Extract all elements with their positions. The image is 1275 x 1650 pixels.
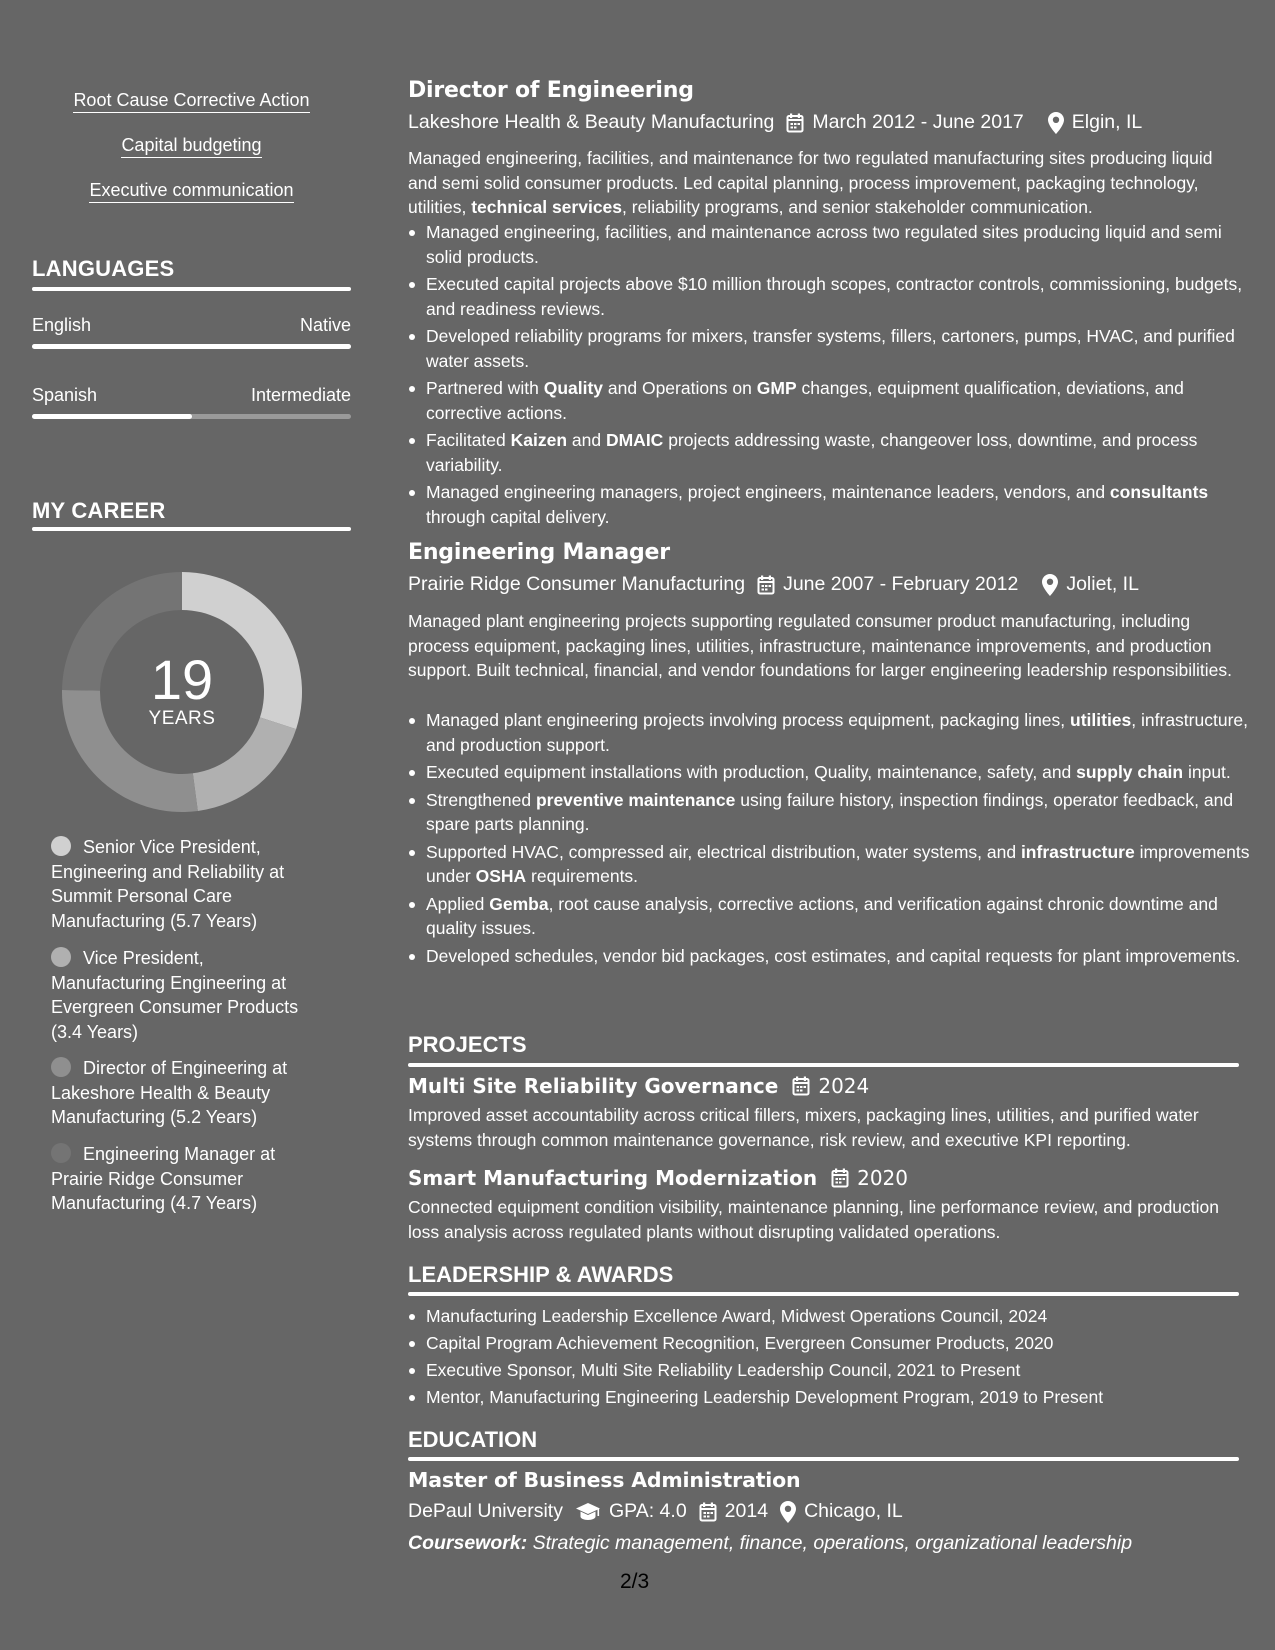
language-bar (32, 414, 351, 419)
legend-dot (51, 1057, 71, 1077)
awards-list (408, 1304, 1257, 1412)
project-description: Improved asset accountability across critical fillers, mixers, packaging lines, utilities, and purified water systems through common maintenance governance, risk review, and executive KPI reporting. (408, 1105, 1199, 1150)
legend-dot (51, 1143, 71, 1163)
job-location: Elgin, IL (1071, 111, 1143, 133)
skill-item: Executive communication (32, 178, 351, 202)
languages-heading: LANGUAGES (32, 256, 175, 281)
career-donut-chart (62, 572, 302, 812)
projects-heading: PROJECTS (408, 1032, 527, 1057)
career-legend-item: Engineering Manager at Prairie Ridge Consumer Manufacturing (4.7 Years) (51, 1144, 276, 1213)
project-title: Multi Site Reliability Governance 2024 (408, 1074, 870, 1098)
language-level: Intermediate (250, 385, 351, 405)
donut-segment (193, 717, 296, 811)
bullet-item: Supported HVAC, compressed air, electrical distribution, water systems, and infrastructure improvements under OSHA requirements. (426, 840, 1257, 889)
calendar-icon (699, 1502, 717, 1522)
job-location: Joliet, IL (1066, 573, 1139, 595)
school-name: DePaul University (408, 1500, 563, 1522)
career-rule (32, 527, 351, 531)
job-company: Lakeshore Health & Beauty Manufacturing (408, 111, 775, 133)
award-item: Capital Program Achievement Recognition, Evergreen Consumer Products, 2020 (426, 1331, 1257, 1356)
award-item: Mentor, Manufacturing Engineering Leadership Development Program, 2019 to Present (426, 1385, 1257, 1410)
calendar-icon (757, 575, 775, 595)
language-row (32, 385, 351, 406)
location-pin-icon (780, 1501, 796, 1523)
degree-title: Master of Business Administration (408, 1468, 801, 1492)
job-bullets (408, 220, 1257, 532)
skill-item: Capital budgeting (32, 133, 351, 157)
education-rule (408, 1457, 1239, 1461)
gpa: GPA: 4.0 (608, 1500, 687, 1522)
language-bar-fill (32, 344, 351, 349)
project-year: 2020 (857, 1166, 909, 1190)
job-meta (408, 573, 1139, 596)
project-description: Connected equipment condition visibility, maintenance planning, line performance review, and production loss analysis across regulated plants without disrupting validated operations. (408, 1197, 1219, 1242)
career-years-number: 19 (150, 648, 214, 711)
graduation-year: 2014 (724, 1500, 769, 1522)
languages-rule (32, 287, 351, 291)
award-item: Manufacturing Leadership Excellence Award, Midwest Operations Council, 2024 (426, 1304, 1257, 1329)
career-legend-item: Senior Vice President, Engineering and Reliability at Summit Personal Care Manufacturing (5.7 Years) (51, 837, 285, 931)
bullet-item: Applied Gemba, root cause analysis, corrective actions, and verification against chronic downtime and quality issues. (426, 892, 1257, 941)
bullet-item: Executed capital projects above $10 million through scopes, contractor controls, commissioning, budgets, and readiness reviews. (426, 272, 1257, 321)
language-bar-fill (32, 414, 192, 419)
legend-dot (51, 947, 71, 967)
language-bar (32, 344, 351, 349)
bullet-item: Executed equipment installations with production, Quality, maintenance, safety, and supply chain input. (426, 760, 1257, 785)
awards-heading: LEADERSHIP & AWARDS (408, 1262, 674, 1287)
calendar-icon (831, 1168, 849, 1188)
education-meta (408, 1500, 903, 1523)
skill-item: Root Cause Corrective Action (32, 88, 351, 112)
projects-rule (408, 1063, 1239, 1067)
location-pin-icon (1042, 574, 1058, 596)
bullet-item: Strengthened preventive maintenance using failure history, inspection findings, operator feedback, and spare parts planning. (426, 788, 1257, 837)
school-location: Chicago, IL (804, 1500, 903, 1522)
job-company: Prairie Ridge Consumer Manufacturing (408, 573, 746, 595)
bullet-item: Developed reliability programs for mixers, transfer systems, fillers, cartoners, pumps, HVAC, and purified water assets. (426, 324, 1257, 373)
legend-dot (51, 836, 71, 856)
career-years-label: YEARS (148, 708, 216, 729)
bullet-item: Partnered with Quality and Operations on GMP changes, equipment qualification, deviations, and corrective actions. (426, 376, 1257, 425)
awards-rule (408, 1292, 1239, 1296)
career-legend-item: Director of Engineering at Lakeshore Health & Beauty Manufacturing (5.2 Years) (51, 1058, 288, 1127)
bullet-item: Managed engineering, facilities, and maintenance across two regulated sites producing liquid and semi solid products. (426, 220, 1257, 269)
bullet-item: Developed schedules, vendor bid packages, cost estimates, and capital requests for plant improvements. (426, 944, 1257, 969)
bullet-item: Facilitated Kaizen and DMAIC projects addressing waste, changeover loss, downtime, and process variability. (426, 428, 1257, 477)
award-item: Executive Sponsor, Multi Site Reliability Leadership Council, 2021 to Present (426, 1358, 1257, 1383)
career-legend-item: Vice President, Manufacturing Engineering at Evergreen Consumer Products (3.4 Years) (51, 948, 299, 1042)
coursework (408, 1531, 1239, 1556)
job-summary: Managed engineering, facilities, and maintenance for two regulated manufacturing sites producing liquid and semi solid consumer products. Led capital planning, process improvement, packaging technology, utilities, technical services, reliability programs, and senior stakeholder communication. (408, 148, 1213, 217)
coursework-label: Coursework: (408, 1532, 528, 1554)
job-title: Engineering Manager (408, 540, 670, 565)
location-pin-icon (1048, 112, 1064, 134)
language-row (32, 315, 351, 336)
job-dates: June 2007 - February 2012 (783, 573, 1019, 595)
project-year: 2024 (818, 1074, 870, 1098)
job-bullets (408, 708, 1257, 971)
career-heading: MY CAREER (32, 498, 166, 523)
graduation-cap-icon (575, 1502, 601, 1522)
language-level: Native (299, 315, 351, 335)
bullet-item: Managed plant engineering projects involving process equipment, packaging lines, utilities, infrastructure, and production support. (426, 708, 1257, 757)
job-dates: March 2012 - June 2017 (812, 111, 1024, 133)
calendar-icon (792, 1076, 810, 1096)
language-name: English (32, 315, 92, 335)
project-title: Smart Manufacturing Modernization 2020 (408, 1166, 909, 1190)
page-number: 2/3 (620, 1570, 650, 1593)
calendar-icon (786, 113, 804, 133)
job-title: Director of Engineering (408, 78, 694, 103)
education-heading: EDUCATION (408, 1427, 538, 1452)
job-meta (408, 111, 1142, 134)
job-summary: Managed plant engineering projects supporting regulated consumer product manufacturing, including process equipment, packaging lines, utilities, infrastructure, maintenance improvements, and production support. Built technical, financial, and vendor foundations for larger engineering leadership responsibilities. (408, 611, 1232, 680)
bullet-item: Managed engineering managers, project engineers, maintenance leaders, vendors, and consultants through capital delivery. (426, 480, 1257, 529)
language-name: Spanish (32, 385, 98, 405)
coursework-text: Strategic management, finance, operations, organizational leadership (532, 1532, 1133, 1554)
